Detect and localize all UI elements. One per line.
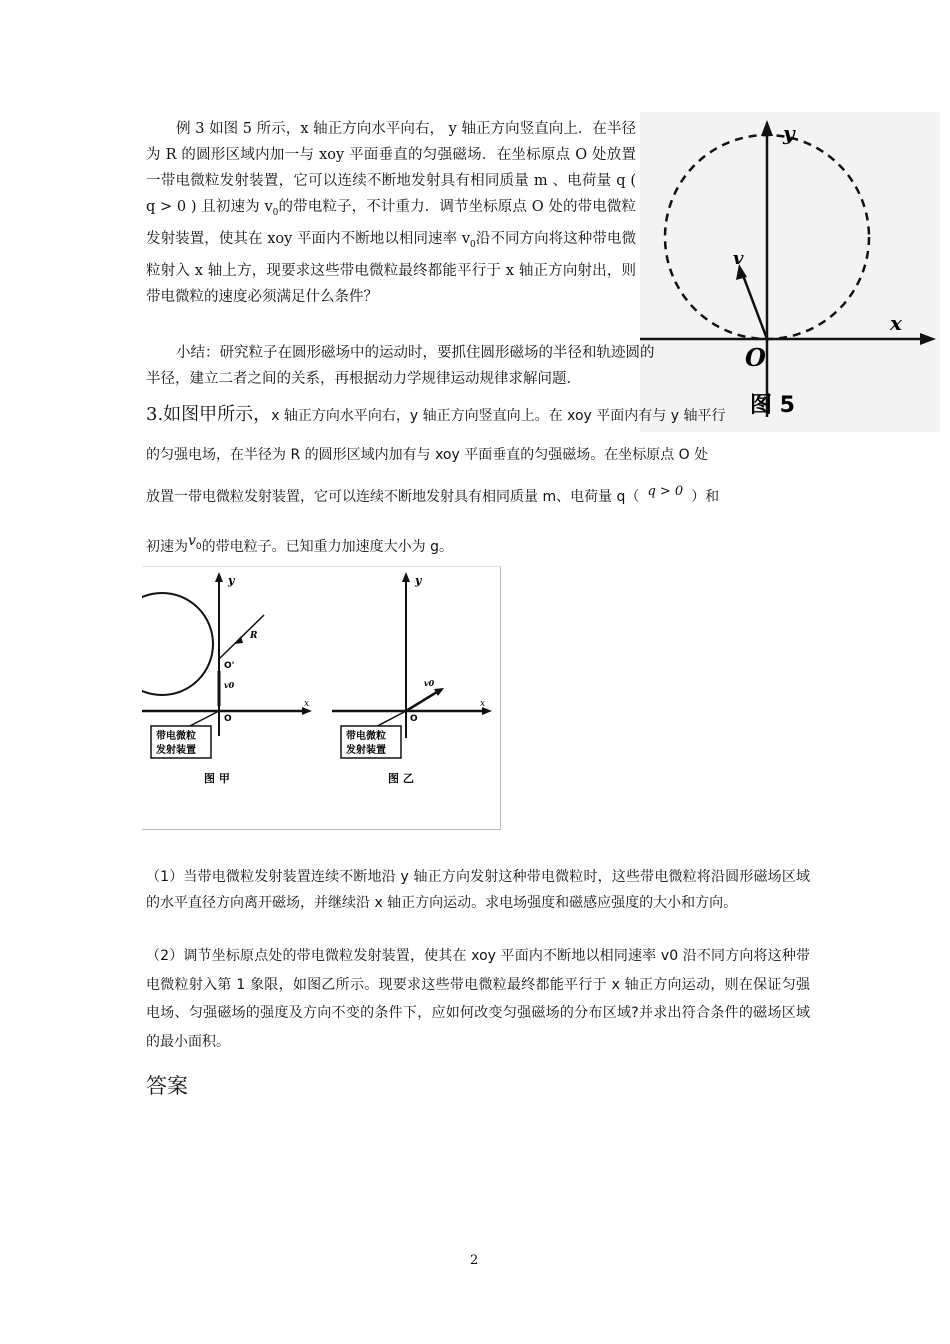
v-label: v bbox=[733, 248, 744, 269]
question-3-line3b: ）和 bbox=[691, 489, 720, 505]
yi-device-line1: 带电微粒 bbox=[346, 731, 386, 742]
example3-text-b: 的带电粒子，不计重力．调节坐标原点 O 处的带电微粒发射装置，使其在 xoy 平面内不断地以相同速率 v bbox=[146, 199, 636, 247]
jia-x-label: x bbox=[304, 699, 310, 709]
jia-center-label: O' bbox=[224, 661, 235, 671]
yi-y-label: y bbox=[415, 574, 422, 587]
jia-y-label: y bbox=[228, 574, 235, 587]
v0-subscript-2: 0 bbox=[470, 239, 476, 250]
yi-caption: 图 乙 bbox=[388, 772, 414, 785]
yi-origin-label: O bbox=[410, 714, 418, 724]
v0-sub: 0 bbox=[195, 541, 202, 552]
question-3-line3 bbox=[146, 486, 719, 506]
v0-symbol: v bbox=[188, 533, 196, 549]
question-3-line1-rest: x 轴正方向水平向右，y 轴正方向竖直向上。在 xoy 平面内有与 y 轴平行 bbox=[271, 408, 726, 424]
question-3-line4b: 的带电粒子。已知重力加速度大小为 g。 bbox=[201, 539, 453, 555]
question-3-line4a: 初速为 bbox=[146, 539, 188, 555]
part-2 bbox=[146, 942, 810, 1056]
figure-5 bbox=[640, 112, 940, 432]
page-number: 2 bbox=[470, 1253, 479, 1268]
example3-text-a: 例 3 如图 5 所示，x 轴正方向水平向右， y 轴正方向竖直向上．在半径为 R 的圆形区域内加一与 xoy 平面垂直的匀强磁场．在坐标原点 O 处放置一带电微粒发射装置，它可以连续不断地发射具有相同质量 m 、电荷量 q ( q > 0 ) 且初速为 v bbox=[146, 121, 636, 215]
summary-text: 小结：研究粒子在圆形磁场中的运动时，要抓住圆形磁场的半径和轨迹圆的半径，建立二者之间的关系，再根据动力学规律运动规律求解问题． bbox=[146, 345, 655, 387]
q-condition: q > 0 bbox=[647, 484, 684, 499]
yi-y-arrow bbox=[402, 572, 410, 582]
question-3-line3a: 放置一带电微粒发射装置，它可以连续不断地发射具有相同质量 m、电荷量 q（ bbox=[146, 489, 640, 505]
figure-5-background bbox=[640, 112, 940, 432]
jia-y-arrow bbox=[215, 572, 223, 582]
summary-paragraph bbox=[146, 340, 666, 392]
figure-5-caption: 图 5 bbox=[750, 393, 795, 418]
answer-heading: 答案 bbox=[146, 1074, 188, 1098]
example3-paragraph bbox=[146, 116, 636, 310]
part-1-text: （1）当带电微粒发射装置连续不断地沿 y 轴正方向发射这种带电微粒时，这些带电微粒将沿圆形磁场区域的水平直径方向离开磁场，并继续沿 x 轴正方向运动。求电场强度和磁感应强度的大小和方向。 bbox=[146, 869, 810, 911]
jia-origin-label: O bbox=[224, 714, 232, 724]
figure-yi bbox=[332, 572, 492, 785]
v0-subscript: 0 bbox=[272, 207, 279, 218]
origin-label: O bbox=[745, 343, 766, 372]
yi-device-line2: 发射装置 bbox=[346, 745, 386, 756]
question-3-line2: 的匀强电场，在半径为 R 的圆形区域内加有与 xoy 平面垂直的匀强磁场。在坐标原点 O 处 bbox=[146, 447, 709, 463]
part-1 bbox=[146, 864, 810, 916]
jia-circle bbox=[142, 593, 213, 695]
jia-caption: 图 甲 bbox=[204, 772, 230, 785]
yi-x-label: x bbox=[480, 699, 486, 709]
figure-jia bbox=[142, 572, 312, 785]
y-label: y bbox=[783, 121, 795, 145]
question-3-line1 bbox=[146, 400, 725, 426]
yi-v0-vector bbox=[406, 692, 437, 711]
question-3-number: 3.如图甲所示， bbox=[146, 404, 272, 425]
jia-device-line2: 发射装置 bbox=[156, 745, 196, 756]
part-2-text: （2）调节坐标原点处的带电微粒发射装置，使其在 xoy 平面内不断地以相同速率 v0 沿不同方向将这种带电微粒射入第 1 象限，如图乙所示。现要求这些带电微粒最终都能平行于 x 轴正方向运动，则在保证匀强电场、匀强磁场的强度及方向不变的条件下，应如何改变匀强磁场的分布区域?并求出符合条件的磁场区域的最小面积。 bbox=[146, 948, 810, 1050]
example3-text-c: 沿不同方向将这种带电微粒射入 x 轴上方，现要求这些带电微粒最终都能平行于 x 轴正方向射出，则带电微粒的速度必须满足什么条件？ bbox=[146, 230, 636, 305]
figures-jia-yi bbox=[142, 566, 500, 828]
x-label: x bbox=[890, 311, 902, 335]
jia-device-line1: 带电微粒 bbox=[156, 731, 196, 742]
yi-v-label: v0 bbox=[424, 678, 435, 688]
jia-v-label: v0 bbox=[224, 680, 235, 690]
jia-r-label: R bbox=[250, 631, 258, 641]
question-3-line4 bbox=[146, 533, 453, 558]
